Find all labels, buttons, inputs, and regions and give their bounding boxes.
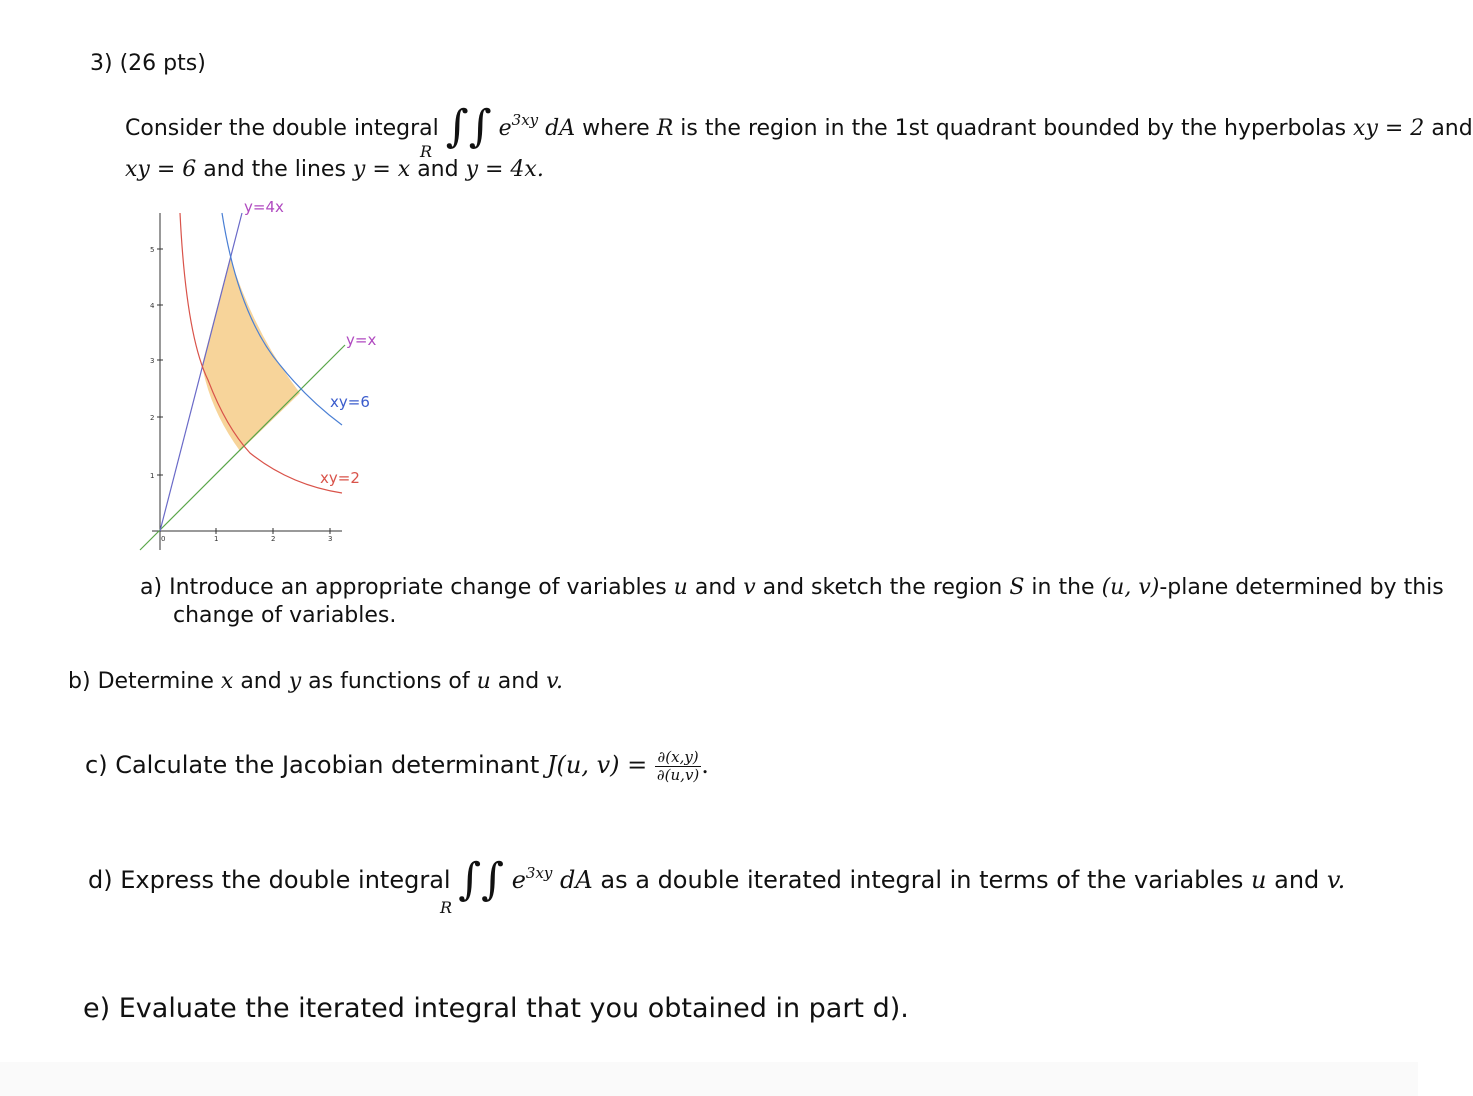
part-a-and: and <box>694 575 737 600</box>
line-2: y = 4x. <box>465 157 544 182</box>
problem-intro-line1 <box>125 99 1473 152</box>
x-tick-label-3: 3 <box>328 535 333 543</box>
part-b-v: v. <box>546 669 563 694</box>
y-tick-label-3: 3 <box>150 357 155 365</box>
part-a-text3: -plane determined by this <box>1159 575 1444 600</box>
shaded-region <box>202 257 300 451</box>
x-tick-label-1: 1 <box>214 535 219 543</box>
part-c-label: c) <box>85 751 108 779</box>
part-b-and1: and <box>240 669 282 694</box>
part-c-J: J(u, v) = <box>546 751 648 779</box>
part-b-text2: as functions of <box>308 669 470 694</box>
region-var: R <box>656 116 674 141</box>
part-e <box>83 992 909 1026</box>
label-xy-2: xy=2 <box>320 469 360 487</box>
part-c <box>85 748 709 784</box>
bottom-band <box>0 1062 1418 1096</box>
part-b <box>68 668 563 696</box>
part-a-in: in the <box>1031 575 1095 600</box>
part-a-text4: change of variables. <box>173 603 397 628</box>
part-c-dot: . <box>701 751 709 779</box>
part-b-x: x <box>220 669 234 694</box>
y-tick-label-2: 2 <box>150 414 155 422</box>
part-b-y: y <box>288 669 302 694</box>
part-d-and: and <box>1274 866 1320 894</box>
y-tick-label-4: 4 <box>150 302 155 310</box>
and-2: and <box>417 157 459 182</box>
label-y-4x: y=4x <box>244 198 284 216</box>
double-integral-icon: ∫∫ <box>458 854 505 905</box>
y-tick-label-1: 1 <box>150 472 155 480</box>
part-a-v: v <box>743 575 756 600</box>
part-d-u: u <box>1251 866 1267 894</box>
hyperbola-2: xy = 6 <box>125 157 197 182</box>
integrand-exponent: 3xy <box>511 111 539 129</box>
integrand: e <box>498 116 512 141</box>
part-d-region-label: R <box>440 898 453 917</box>
region-description: is the region in the 1st quadrant bounded by the hyperbolas <box>680 116 1347 141</box>
and-1: and <box>1431 116 1473 141</box>
line-1: y = x <box>352 157 411 182</box>
part-d-exponent: 3xy <box>525 864 553 882</box>
part-c-text: Calculate the Jacobian determinant <box>115 751 540 779</box>
part-b-and2: and <box>497 669 540 694</box>
integral-region-label: R <box>420 142 433 161</box>
part-d-text1: Express the double integral <box>120 866 451 894</box>
part-b-u: u <box>476 669 491 694</box>
part-e-label: e) <box>83 993 111 1024</box>
part-d <box>88 852 1346 905</box>
part-d-v: v. <box>1326 866 1346 894</box>
problem-number: 3) <box>90 51 113 76</box>
part-d-text2: as a double iterated integral in terms of the variables <box>600 866 1244 894</box>
differential: dA <box>545 116 576 141</box>
part-d-dA: dA <box>560 866 593 894</box>
part-a-text2: and sketch the region <box>762 575 1003 600</box>
region-figure <box>130 195 390 560</box>
lines-text: and the lines <box>203 157 346 182</box>
where-text: where <box>582 116 650 141</box>
part-a-plane: (u, v) <box>1101 575 1160 600</box>
part-d-label: d) <box>88 866 113 894</box>
part-b-text1: Determine <box>97 669 214 694</box>
part-a-text1: Introduce an appropriate change of variables <box>169 575 667 600</box>
part-b-label: b) <box>68 669 91 694</box>
problem-intro-line2 <box>125 156 544 184</box>
hyperbola-1: xy = 2 <box>1353 116 1425 141</box>
part-a-label: a) <box>140 575 163 600</box>
jacobian-denominator: ∂(u,v) <box>656 765 700 784</box>
part-a-u: u <box>673 575 688 600</box>
x-tick-label-0: 0 <box>161 535 166 543</box>
y-tick-label-5: 5 <box>150 246 155 254</box>
jacobian-fraction <box>655 749 701 784</box>
problem-points: (26 pts) <box>119 51 206 76</box>
intro-text: Consider the double integral <box>125 116 439 141</box>
part-a-S: S <box>1009 575 1025 600</box>
jacobian-numerator: ∂(x,y) <box>655 749 701 767</box>
part-e-text: Evaluate the iterated integral that you obtained in part d). <box>118 993 909 1024</box>
part-a-line1 <box>140 574 1444 602</box>
double-integral-icon: ∫∫ <box>445 101 492 152</box>
problem-header <box>90 50 206 78</box>
part-d-integrand: e <box>511 866 526 894</box>
x-tick-label-2: 2 <box>271 535 276 543</box>
label-xy-6: xy=6 <box>330 393 370 411</box>
label-y-x: y=x <box>346 331 377 349</box>
